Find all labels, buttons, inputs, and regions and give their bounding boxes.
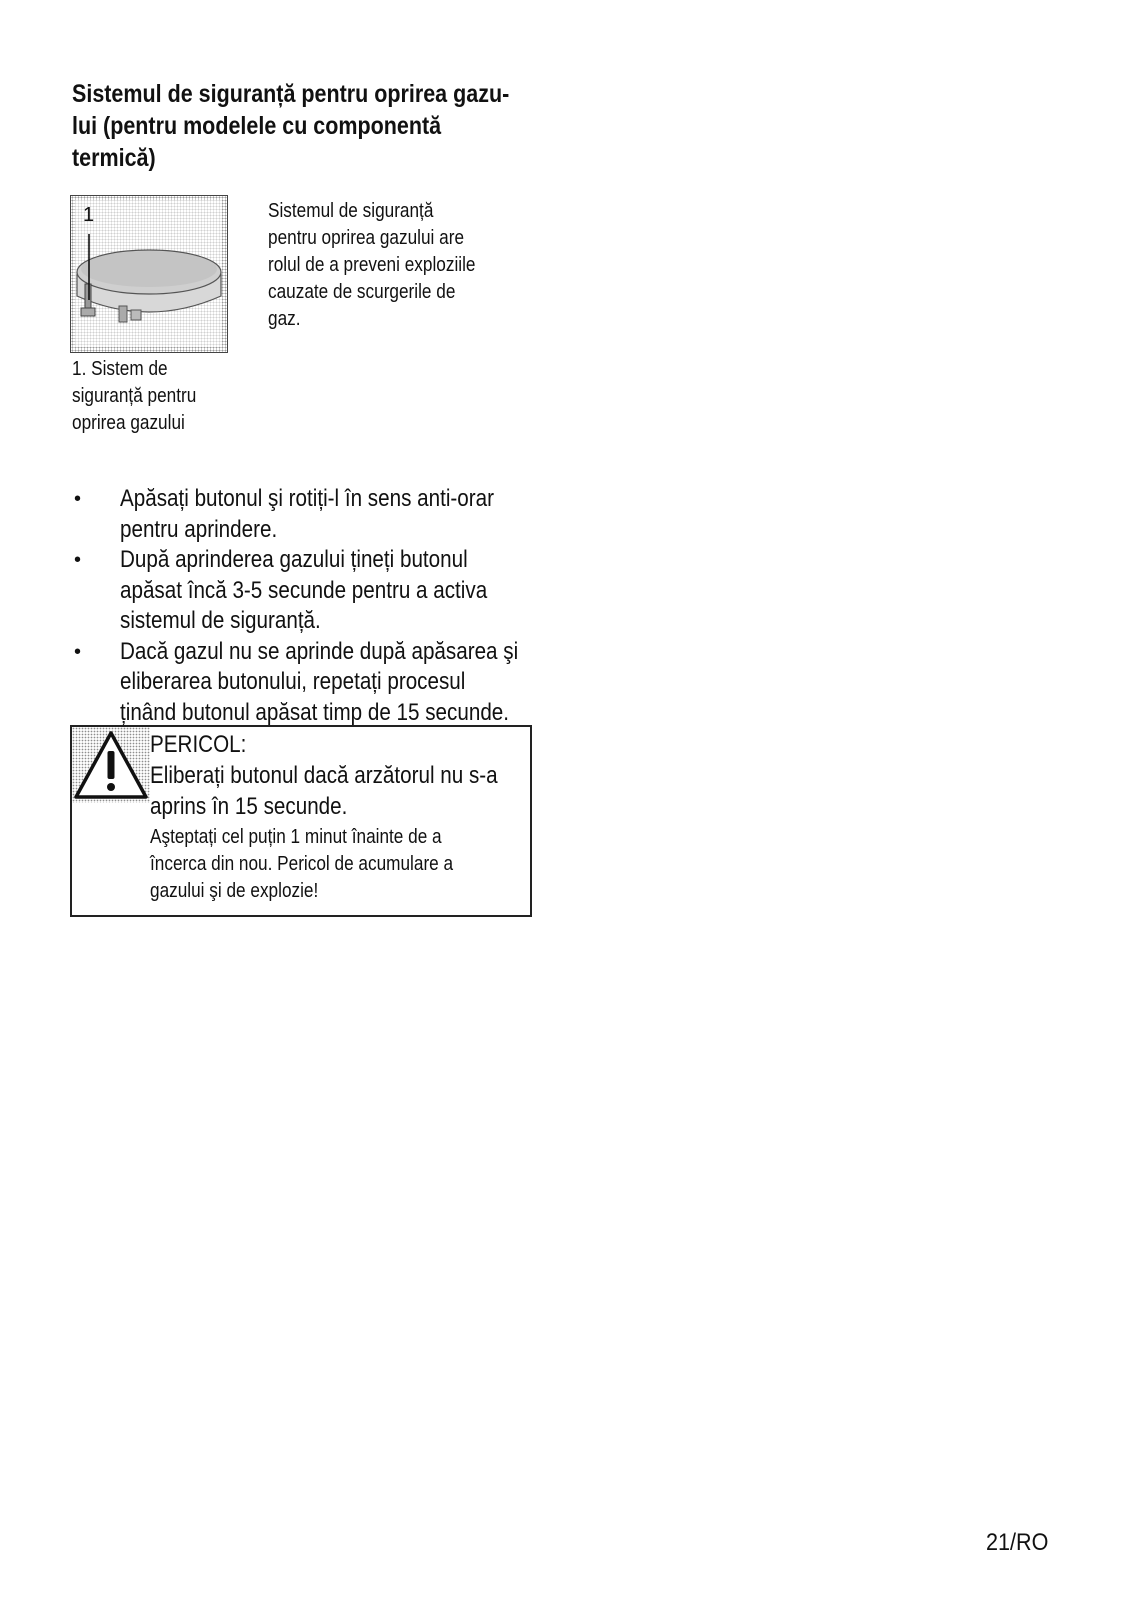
description-line: pentru oprirea gazului are bbox=[268, 227, 465, 249]
description-line: gaz. bbox=[268, 308, 301, 330]
section-heading bbox=[72, 78, 542, 174]
list-item-line: pentru aprindere. bbox=[120, 515, 278, 543]
gas-burner-thermocouple-icon bbox=[71, 196, 226, 351]
page-number-text: 21/RO bbox=[986, 1529, 1049, 1556]
burner-figure bbox=[70, 195, 228, 353]
list-item-line: ținând butonul apăsat timp de 15 secunde. bbox=[120, 698, 510, 726]
bullet-icon: • bbox=[74, 640, 82, 663]
description-line: cauzate de scurgerile de bbox=[268, 281, 456, 303]
figure-callout-label: 1 bbox=[83, 204, 95, 226]
warning-detail-line: Aşteptați cel puțin 1 minut înainte de a bbox=[150, 826, 442, 848]
heading-line: Sistemul de siguranță pentru oprirea gazu- bbox=[72, 80, 510, 108]
figure-description bbox=[268, 198, 509, 333]
description-line: Sistemul de siguranță bbox=[268, 200, 434, 222]
page-number bbox=[986, 1528, 1055, 1558]
figure-caption bbox=[72, 356, 217, 437]
list-item-line: După aprinderea gazului țineți butonul bbox=[120, 546, 468, 573]
list-item bbox=[72, 484, 542, 545]
warning-detail-line: gazului şi de explozie! bbox=[150, 880, 319, 902]
description-line: rolul de a preveni exploziile bbox=[268, 254, 476, 276]
warning-triangle-icon bbox=[72, 727, 150, 803]
warning-main-line: Eliberați butonul dacă arzătorul nu s-a bbox=[150, 762, 498, 789]
list-item bbox=[72, 637, 542, 729]
warning-detail-line: încerca din nou. Pericol de acumulare a bbox=[150, 853, 454, 875]
danger-box bbox=[70, 725, 532, 917]
caption-line: 1. Sistem de bbox=[72, 358, 168, 380]
list-item-line: Apăsați butonul şi rotiți-l în sens anti-orar bbox=[120, 485, 494, 512]
list-item bbox=[72, 545, 542, 637]
bullet-icon: • bbox=[74, 488, 82, 510]
warning-main-line: aprins în 15 secunde. bbox=[150, 793, 348, 820]
bullet-icon: • bbox=[74, 549, 82, 571]
heading-line: lui (pentru modelele cu componentă bbox=[72, 112, 442, 140]
list-item-line: Dacă gazul nu se aprinde după apăsarea şi bbox=[120, 637, 519, 665]
caption-line: oprirea gazului bbox=[72, 412, 185, 434]
warning-content bbox=[150, 729, 554, 905]
instruction-list bbox=[72, 484, 542, 728]
list-item-line: apăsat încă 3-5 secunde pentru a activa bbox=[120, 576, 488, 604]
list-item-line: sistemul de siguranță. bbox=[120, 607, 321, 634]
caption-line: siguranță pentru bbox=[72, 385, 197, 407]
list-item-line: eliberarea butonului, repetați procesul bbox=[120, 668, 466, 695]
warning-title: PERICOL: bbox=[150, 731, 247, 758]
heading-line: termică) bbox=[72, 144, 156, 172]
